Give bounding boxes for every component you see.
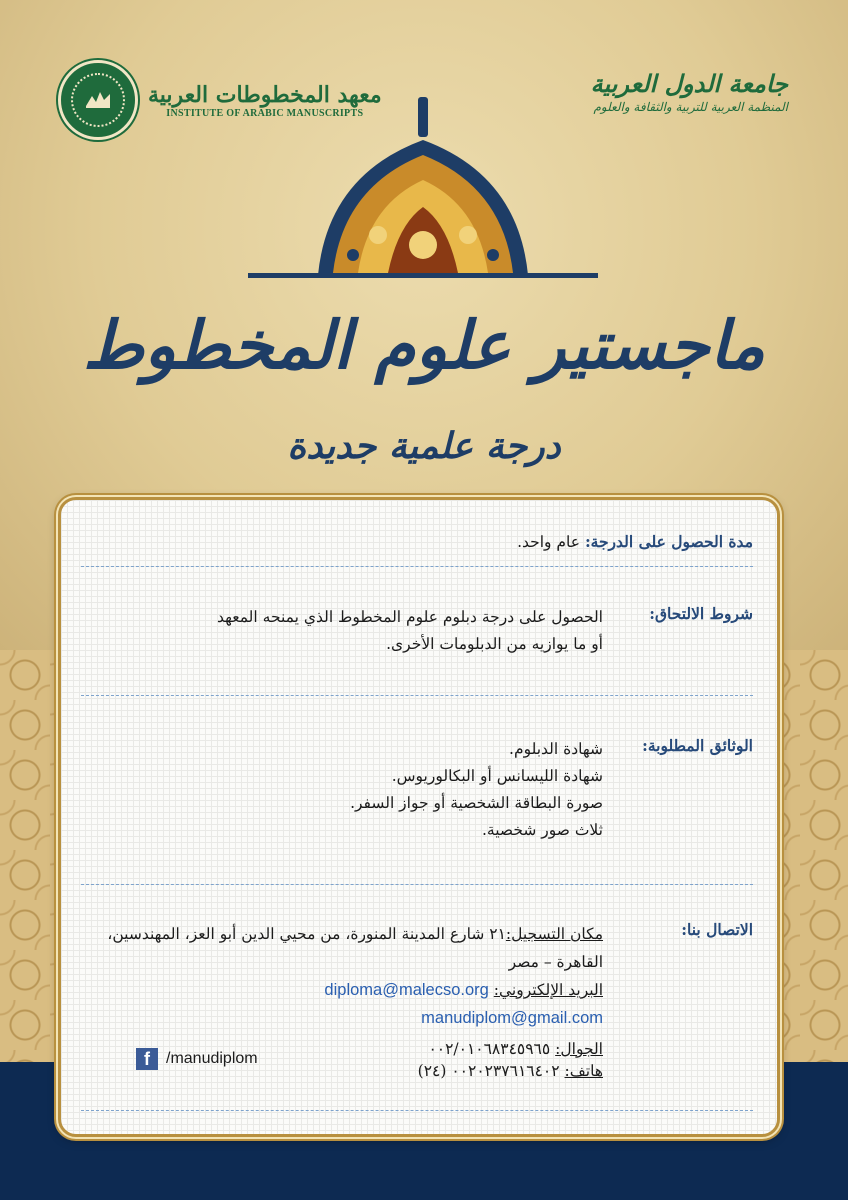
registration-address-line-2: القاهرة – مصر	[508, 953, 603, 971]
registration-address-line-1: ٢١ شارع المدينة المنورة، من محيي الدين أبو العز، المهندسين،	[107, 925, 506, 943]
divider	[81, 695, 753, 696]
duration-value: عام واحد.	[517, 533, 580, 551]
divider	[81, 1110, 753, 1111]
divider	[81, 884, 753, 885]
registration-label: مكان التسجيل:	[505, 925, 603, 943]
subtitle: درجة علمية جديدة	[287, 425, 561, 467]
main-title: ماجستير علوم المخطوط	[82, 306, 765, 384]
admission-label: شروط الالتحاق:	[649, 604, 753, 623]
admission-line-2: أو ما يوازيه من الدبلومات الأخرى.	[386, 635, 603, 653]
duration-row	[81, 532, 753, 551]
mobile-number: ٠٠٢/٠١٠٦٨٣٤٥٩٦٥	[428, 1040, 551, 1058]
institute-name-arabic: معهد المخطوطات العربية	[148, 81, 382, 108]
facebook-icon: f	[136, 1048, 158, 1070]
facebook-link[interactable]	[136, 1048, 258, 1070]
contact-row	[81, 920, 753, 1100]
institute-name-english: INSTITUTE OF ARABIC MANUSCRIPTS	[166, 107, 364, 119]
phone-number: ٠٠٢٠٢٣٧٦١٦٤٠٢ (٢٤)	[417, 1062, 560, 1080]
info-card	[58, 497, 780, 1137]
document-item: صورة البطاقة الشخصية أو جواز السفر.	[350, 794, 603, 812]
institute-seal-icon	[58, 60, 138, 140]
admission-row	[81, 604, 753, 664]
duration-label: مدة الحصول على الدرجة:	[584, 532, 753, 551]
document-item: ثلاث صور شخصية.	[481, 821, 603, 839]
league-name: جامعة الدول العربية	[590, 69, 788, 98]
email-link-1[interactable]: diploma@malecso.org	[324, 981, 489, 999]
document-item: شهادة الليسانس أو البكالوريوس.	[391, 767, 603, 785]
league-organization: المنظمة العربية للتربية والثقافة والعلوم	[593, 100, 788, 114]
email-label: البريد الإلكتروني:	[493, 981, 603, 999]
mobile-label: الجوال:	[555, 1040, 603, 1058]
facebook-handle: /manudiplom	[166, 1050, 258, 1067]
divider	[81, 566, 753, 567]
admission-line-1: الحصول على درجة دبلوم علوم المخطوط الذي يمنحه المعهد	[216, 608, 603, 626]
documents-label: الوثائق المطلوبة:	[642, 736, 753, 755]
documents-row	[81, 736, 753, 846]
phone-label: هاتف:	[564, 1062, 603, 1080]
arab-league-logo	[591, 70, 788, 116]
ornament-dome-icon	[248, 95, 598, 285]
email-link-2[interactable]: manudiplom@gmail.com	[421, 1009, 603, 1027]
document-item: شهادة الدبلوم.	[509, 740, 603, 758]
contact-label: الاتصال بنا:	[681, 920, 753, 939]
